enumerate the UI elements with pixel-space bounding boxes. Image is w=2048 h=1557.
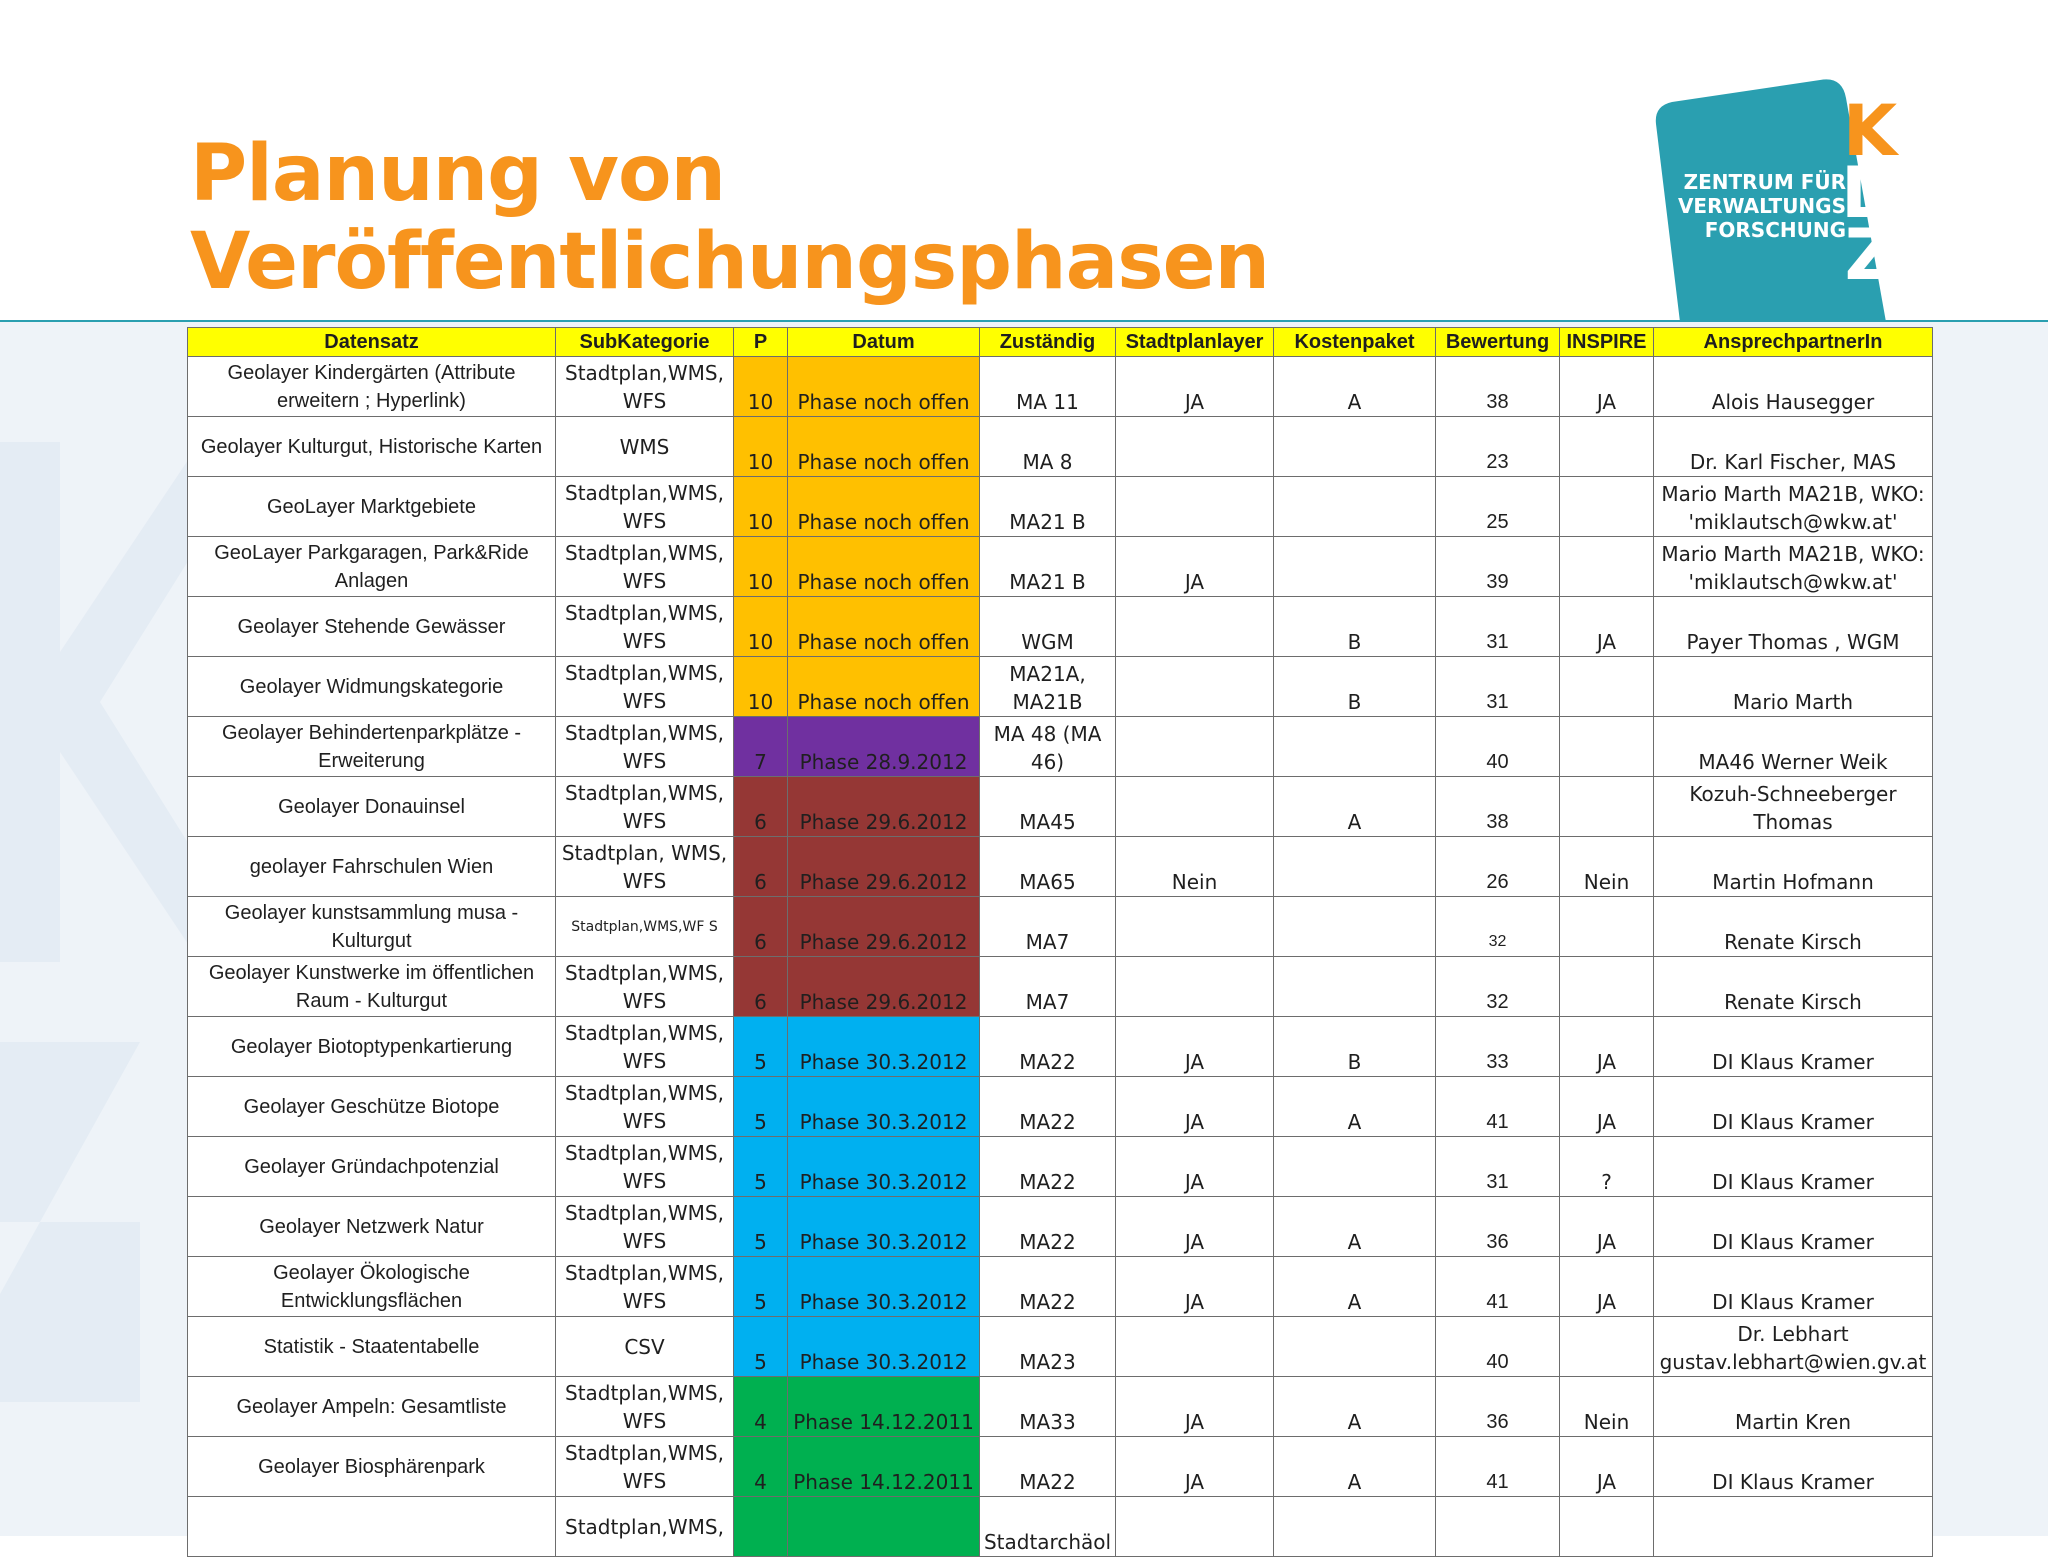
cell-datensatz: Geolayer Kunstwerke im öffentlichen Raum - Kulturgut	[188, 957, 556, 1017]
cell-subkategorie: Stadtplan,WMS, WFS	[556, 657, 734, 717]
table-row	[188, 537, 1933, 597]
cell-stadtplanlayer	[1116, 657, 1274, 717]
cell-bewertung: 32	[1436, 897, 1560, 957]
table-row	[188, 1497, 1933, 1557]
cell-ansprechpartnerin: DI Klaus Kramer	[1654, 1137, 1933, 1197]
cell-zustaendig: MA21A, MA21B	[980, 657, 1116, 717]
table-header-row	[188, 328, 1933, 357]
cell-kostenpaket: A	[1274, 1257, 1436, 1317]
table-row	[188, 597, 1933, 657]
cell-inspire: JA	[1560, 1197, 1654, 1257]
cell-subkategorie: Stadtplan,WMS,WF S	[556, 897, 734, 957]
cell-subkategorie: Stadtplan,WMS,	[556, 1497, 734, 1557]
cell-datensatz: Geolayer Biotoptypenkartierung	[188, 1017, 556, 1077]
cell-kostenpaket	[1274, 1317, 1436, 1377]
cell-kostenpaket: B	[1274, 597, 1436, 657]
cell-datensatz	[188, 1497, 556, 1557]
cell-bewertung: 23	[1436, 417, 1560, 477]
cell-ansprechpartnerin: Dr. Lebhart gustav.lebhart@wien.gv.at	[1654, 1317, 1933, 1377]
cell-datum: Phase noch offen	[788, 477, 980, 537]
col-header-inspire[interactable]: INSPIRE	[1560, 328, 1654, 357]
cell-subkategorie: Stadtplan,WMS, WFS	[556, 537, 734, 597]
cell-phase-number: 6	[734, 897, 788, 957]
cell-datensatz: Geolayer Gründachpotenzial	[188, 1137, 556, 1197]
slide-title-line-2: Veröffentlichungsphasen	[190, 217, 1270, 307]
col-header-p[interactable]: P	[734, 328, 788, 357]
cell-stadtplanlayer: JA	[1116, 537, 1274, 597]
cell-zustaendig: MA22	[980, 1437, 1116, 1497]
table-row	[188, 1017, 1933, 1077]
cell-inspire	[1560, 957, 1654, 1017]
cell-inspire	[1560, 417, 1654, 477]
cell-bewertung: 31	[1436, 657, 1560, 717]
cell-stadtplanlayer: Nein	[1116, 837, 1274, 897]
cell-subkategorie: Stadtplan,WMS, WFS	[556, 717, 734, 777]
cell-kostenpaket: A	[1274, 357, 1436, 417]
logo-letter-d: D	[1840, 152, 1900, 234]
cell-phase-number: 5	[734, 1137, 788, 1197]
cell-phase-number: 7	[734, 717, 788, 777]
cell-datum: Phase 29.6.2012	[788, 777, 980, 837]
cell-subkategorie: Stadtplan,WMS, WFS	[556, 1197, 734, 1257]
cell-stadtplanlayer: JA	[1116, 357, 1274, 417]
cell-phase-number	[734, 1497, 788, 1557]
logo-letter-k: K	[1842, 90, 1898, 172]
cell-datensatz: GeoLayer Marktgebiete	[188, 477, 556, 537]
table-row	[188, 717, 1933, 777]
table-row	[188, 417, 1933, 477]
col-header-subkategorie[interactable]: SubKategorie	[556, 328, 734, 357]
cell-phase-number: 4	[734, 1377, 788, 1437]
cell-stadtplanlayer	[1116, 897, 1274, 957]
cell-ansprechpartnerin: Kozuh-Schneeberger Thomas	[1654, 777, 1933, 837]
table-row	[188, 1317, 1933, 1377]
cell-inspire: ?	[1560, 1137, 1654, 1197]
cell-zustaendig: MA 48 (MA 46)	[980, 717, 1116, 777]
cell-datensatz: Geolayer Biosphärenpark	[188, 1437, 556, 1497]
cell-subkategorie: Stadtplan,WMS, WFS	[556, 1377, 734, 1437]
cell-subkategorie: WMS	[556, 417, 734, 477]
col-header-kostenpaket[interactable]: Kostenpaket	[1274, 328, 1436, 357]
cell-zustaendig: MA 11	[980, 357, 1116, 417]
cell-ansprechpartnerin: Dr. Karl Fischer, MAS	[1654, 417, 1933, 477]
cell-phase-number: 10	[734, 657, 788, 717]
cell-datum: Phase 29.6.2012	[788, 957, 980, 1017]
cell-datensatz: Geolayer Kulturgut, Historische Karten	[188, 417, 556, 477]
logo-tagline-line-1: ZENTRUM FÜR	[1683, 170, 1846, 194]
cell-stadtplanlayer	[1116, 717, 1274, 777]
logo-letters	[1840, 90, 1900, 296]
cell-inspire	[1560, 1317, 1654, 1377]
cell-subkategorie: Stadtplan,WMS, WFS	[556, 1017, 734, 1077]
cell-datum	[788, 1497, 980, 1557]
cell-inspire: Nein	[1560, 837, 1654, 897]
cell-phase-number: 4	[734, 1437, 788, 1497]
logo-tagline	[1676, 170, 1846, 242]
cell-datensatz: Geolayer Geschütze Biotope	[188, 1077, 556, 1137]
cell-zustaendig: Stadtarchäol	[980, 1497, 1116, 1557]
cell-bewertung: 38	[1436, 357, 1560, 417]
cell-subkategorie: Stadtplan,WMS, WFS	[556, 1077, 734, 1137]
cell-datensatz: Geolayer Kindergärten (Attribute erweitern ; Hyperlink)	[188, 357, 556, 417]
cell-zustaendig: MA65	[980, 837, 1116, 897]
cell-bewertung: 40	[1436, 1317, 1560, 1377]
cell-datum: Phase 28.9.2012	[788, 717, 980, 777]
cell-inspire: JA	[1560, 1077, 1654, 1137]
cell-ansprechpartnerin: DI Klaus Kramer	[1654, 1257, 1933, 1317]
cell-ansprechpartnerin: Mario Marth MA21B, WKO: 'miklautsch@wkw.at'	[1654, 537, 1933, 597]
col-header-zustaendig[interactable]: Zuständig	[980, 328, 1116, 357]
cell-kostenpaket	[1274, 897, 1436, 957]
cell-stadtplanlayer: JA	[1116, 1197, 1274, 1257]
cell-stadtplanlayer	[1116, 777, 1274, 837]
table-row	[188, 1137, 1933, 1197]
cell-ansprechpartnerin: DI Klaus Kramer	[1654, 1437, 1933, 1497]
cell-zustaendig: MA22	[980, 1077, 1116, 1137]
cell-subkategorie: Stadtplan, WMS, WFS	[556, 837, 734, 897]
logo-letter-z: Z	[1844, 214, 1896, 296]
cell-phase-number: 6	[734, 777, 788, 837]
cell-subkategorie: Stadtplan,WMS, WFS	[556, 597, 734, 657]
cell-datum: Phase 30.3.2012	[788, 1077, 980, 1137]
cell-datum: Phase 14.12.2011	[788, 1437, 980, 1497]
cell-subkategorie: Stadtplan,WMS, WFS	[556, 1137, 734, 1197]
cell-kostenpaket: A	[1274, 1077, 1436, 1137]
slide-title	[190, 130, 1269, 306]
logo-tagline-line-2: VERWALTUNGS	[1677, 194, 1846, 218]
cell-ansprechpartnerin: DI Klaus Kramer	[1654, 1077, 1933, 1137]
cell-datensatz: Geolayer Netzwerk Natur	[188, 1197, 556, 1257]
cell-kostenpaket: A	[1274, 1377, 1436, 1437]
cell-ansprechpartnerin: DI Klaus Kramer	[1654, 1017, 1933, 1077]
cell-phase-number: 5	[734, 1317, 788, 1377]
cell-bewertung: 39	[1436, 537, 1560, 597]
cell-kostenpaket	[1274, 1137, 1436, 1197]
cell-kostenpaket: A	[1274, 1437, 1436, 1497]
publication-phases-table	[187, 327, 1933, 1557]
table-row	[188, 1437, 1933, 1497]
cell-inspire	[1560, 657, 1654, 717]
cell-phase-number: 10	[734, 477, 788, 537]
cell-stadtplanlayer: JA	[1116, 1137, 1274, 1197]
cell-zustaendig: MA22	[980, 1017, 1116, 1077]
cell-datum: Phase 30.3.2012	[788, 1257, 980, 1317]
cell-datum: Phase 30.3.2012	[788, 1137, 980, 1197]
table-row	[188, 837, 1933, 897]
cell-datensatz: Geolayer Donauinsel	[188, 777, 556, 837]
cell-inspire	[1560, 1497, 1654, 1557]
cell-bewertung: 38	[1436, 777, 1560, 837]
cell-bewertung: 41	[1436, 1077, 1560, 1137]
cell-ansprechpartnerin	[1654, 1497, 1933, 1557]
cell-inspire	[1560, 777, 1654, 837]
cell-bewertung: 36	[1436, 1377, 1560, 1437]
cell-datensatz: GeoLayer Parkgaragen, Park&Ride Anlagen	[188, 537, 556, 597]
cell-kostenpaket	[1274, 837, 1436, 897]
cell-stadtplanlayer: JA	[1116, 1077, 1274, 1137]
cell-zustaendig: MA 8	[980, 417, 1116, 477]
cell-bewertung: 36	[1436, 1197, 1560, 1257]
cell-ansprechpartnerin: DI Klaus Kramer	[1654, 1197, 1933, 1257]
cell-bewertung: 25	[1436, 477, 1560, 537]
cell-datum: Phase noch offen	[788, 537, 980, 597]
cell-bewertung: 40	[1436, 717, 1560, 777]
cell-zustaendig: MA21 B	[980, 537, 1116, 597]
cell-datum: Phase 30.3.2012	[788, 1197, 980, 1257]
cell-datum: Phase 29.6.2012	[788, 897, 980, 957]
cell-stadtplanlayer: JA	[1116, 1017, 1274, 1077]
cell-stadtplanlayer	[1116, 417, 1274, 477]
cell-zustaendig: MA22	[980, 1197, 1116, 1257]
table-row	[188, 897, 1933, 957]
cell-datum: Phase 14.12.2011	[788, 1377, 980, 1437]
cell-subkategorie: CSV	[556, 1317, 734, 1377]
cell-zustaendig: MA22	[980, 1257, 1116, 1317]
cell-subkategorie: Stadtplan,WMS, WFS	[556, 957, 734, 1017]
cell-zustaendig: WGM	[980, 597, 1116, 657]
cell-bewertung: 26	[1436, 837, 1560, 897]
cell-datensatz: Geolayer Ökologische Entwicklungsflächen	[188, 1257, 556, 1317]
cell-inspire: JA	[1560, 1437, 1654, 1497]
cell-zustaendig: MA7	[980, 897, 1116, 957]
cell-kostenpaket: B	[1274, 1017, 1436, 1077]
cell-inspire: JA	[1560, 1257, 1654, 1317]
cell-datensatz: Geolayer Ampeln: Gesamtliste	[188, 1377, 556, 1437]
cell-inspire: Nein	[1560, 1377, 1654, 1437]
cell-datum: Phase 30.3.2012	[788, 1017, 980, 1077]
cell-ansprechpartnerin: Alois Hausegger	[1654, 357, 1933, 417]
cell-datensatz: Geolayer Behindertenparkplätze - Erweiterung	[188, 717, 556, 777]
cell-zustaendig: MA21 B	[980, 477, 1116, 537]
cell-bewertung: 33	[1436, 1017, 1560, 1077]
table-row	[188, 657, 1933, 717]
col-header-datensatz[interactable]: Datensatz	[188, 328, 556, 357]
cell-datensatz: Geolayer Widmungskategorie	[188, 657, 556, 717]
cell-phase-number: 10	[734, 597, 788, 657]
table-row	[188, 357, 1933, 417]
cell-kostenpaket	[1274, 717, 1436, 777]
cell-phase-number: 5	[734, 1077, 788, 1137]
cell-kostenpaket	[1274, 477, 1436, 537]
col-header-stadtplanlayer[interactable]: Stadtplanlayer	[1116, 328, 1274, 357]
cell-phase-number: 10	[734, 417, 788, 477]
cell-zustaendig: MA45	[980, 777, 1116, 837]
cell-datum: Phase noch offen	[788, 357, 980, 417]
cell-inspire: JA	[1560, 597, 1654, 657]
cell-inspire	[1560, 477, 1654, 537]
kdz-watermark-icon	[0, 402, 200, 1402]
table-row	[188, 957, 1933, 1017]
cell-kostenpaket	[1274, 1497, 1436, 1557]
cell-subkategorie: Stadtplan,WMS, WFS	[556, 477, 734, 537]
cell-datum: Phase 30.3.2012	[788, 1317, 980, 1377]
cell-bewertung: 32	[1436, 957, 1560, 1017]
cell-datum: Phase noch offen	[788, 597, 980, 657]
cell-stadtplanlayer	[1116, 477, 1274, 537]
cell-phase-number: 10	[734, 357, 788, 417]
cell-zustaendig: MA23	[980, 1317, 1116, 1377]
cell-subkategorie: Stadtplan,WMS, WFS	[556, 777, 734, 837]
col-header-ansprechpartnerin[interactable]: AnsprechpartnerIn	[1654, 328, 1933, 357]
cell-datensatz: geolayer Fahrschulen Wien	[188, 837, 556, 897]
col-header-datum[interactable]: Datum	[788, 328, 980, 357]
cell-phase-number: 5	[734, 1257, 788, 1317]
cell-inspire	[1560, 717, 1654, 777]
cell-stadtplanlayer	[1116, 597, 1274, 657]
cell-stadtplanlayer	[1116, 1317, 1274, 1377]
cell-zustaendig: MA33	[980, 1377, 1116, 1437]
cell-ansprechpartnerin: Martin Hofmann	[1654, 837, 1933, 897]
cell-stadtplanlayer: JA	[1116, 1437, 1274, 1497]
cell-phase-number: 5	[734, 1197, 788, 1257]
cell-phase-number: 6	[734, 837, 788, 897]
cell-phase-number: 5	[734, 1017, 788, 1077]
table-row	[188, 1077, 1933, 1137]
cell-phase-number: 6	[734, 957, 788, 1017]
cell-ansprechpartnerin: Mario Marth MA21B, WKO: 'miklautsch@wkw.at'	[1654, 477, 1933, 537]
cell-bewertung: 41	[1436, 1437, 1560, 1497]
cell-zustaendig: MA22	[980, 1137, 1116, 1197]
cell-ansprechpartnerin: Renate Kirsch	[1654, 957, 1933, 1017]
table-row	[188, 1257, 1933, 1317]
col-header-bewertung[interactable]: Bewertung	[1436, 328, 1560, 357]
cell-bewertung: 31	[1436, 597, 1560, 657]
cell-inspire	[1560, 537, 1654, 597]
table-row	[188, 777, 1933, 837]
cell-zustaendig: MA7	[980, 957, 1116, 1017]
cell-phase-number: 10	[734, 537, 788, 597]
cell-ansprechpartnerin: Payer Thomas , WGM	[1654, 597, 1933, 657]
cell-kostenpaket: B	[1274, 657, 1436, 717]
cell-kostenpaket	[1274, 417, 1436, 477]
cell-ansprechpartnerin: MA46 Werner Weik	[1654, 717, 1933, 777]
cell-datum: Phase 29.6.2012	[788, 837, 980, 897]
table-row	[188, 1197, 1933, 1257]
cell-datum: Phase noch offen	[788, 417, 980, 477]
cell-ansprechpartnerin: Mario Marth	[1654, 657, 1933, 717]
cell-subkategorie: Stadtplan,WMS, WFS	[556, 1257, 734, 1317]
cell-stadtplanlayer	[1116, 1497, 1274, 1557]
cell-kostenpaket	[1274, 537, 1436, 597]
cell-datum: Phase noch offen	[788, 657, 980, 717]
cell-inspire: JA	[1560, 357, 1654, 417]
cell-subkategorie: Stadtplan,WMS, WFS	[556, 357, 734, 417]
table-row	[188, 1377, 1933, 1437]
cell-bewertung: 31	[1436, 1137, 1560, 1197]
logo-tagline-line-3: FORSCHUNG	[1704, 218, 1846, 242]
cell-kostenpaket: A	[1274, 777, 1436, 837]
cell-stadtplanlayer: JA	[1116, 1377, 1274, 1437]
table-row	[188, 477, 1933, 537]
slide-title-line-1: Planung von	[190, 129, 726, 219]
cell-kostenpaket: A	[1274, 1197, 1436, 1257]
cell-datensatz: Statistik - Staatentabelle	[188, 1317, 556, 1377]
cell-stadtplanlayer: JA	[1116, 1257, 1274, 1317]
cell-ansprechpartnerin: Martin Kren	[1654, 1377, 1933, 1437]
cell-stadtplanlayer	[1116, 957, 1274, 1017]
cell-datensatz: Geolayer kunstsammlung musa - Kulturgut	[188, 897, 556, 957]
table-body	[188, 357, 1933, 1557]
cell-subkategorie: Stadtplan,WMS, WFS	[556, 1437, 734, 1497]
cell-inspire	[1560, 897, 1654, 957]
cell-ansprechpartnerin: Renate Kirsch	[1654, 897, 1933, 957]
cell-kostenpaket	[1274, 957, 1436, 1017]
cell-bewertung: 41	[1436, 1257, 1560, 1317]
cell-bewertung	[1436, 1497, 1560, 1557]
cell-datensatz: Geolayer Stehende Gewässer	[188, 597, 556, 657]
cell-inspire: JA	[1560, 1017, 1654, 1077]
